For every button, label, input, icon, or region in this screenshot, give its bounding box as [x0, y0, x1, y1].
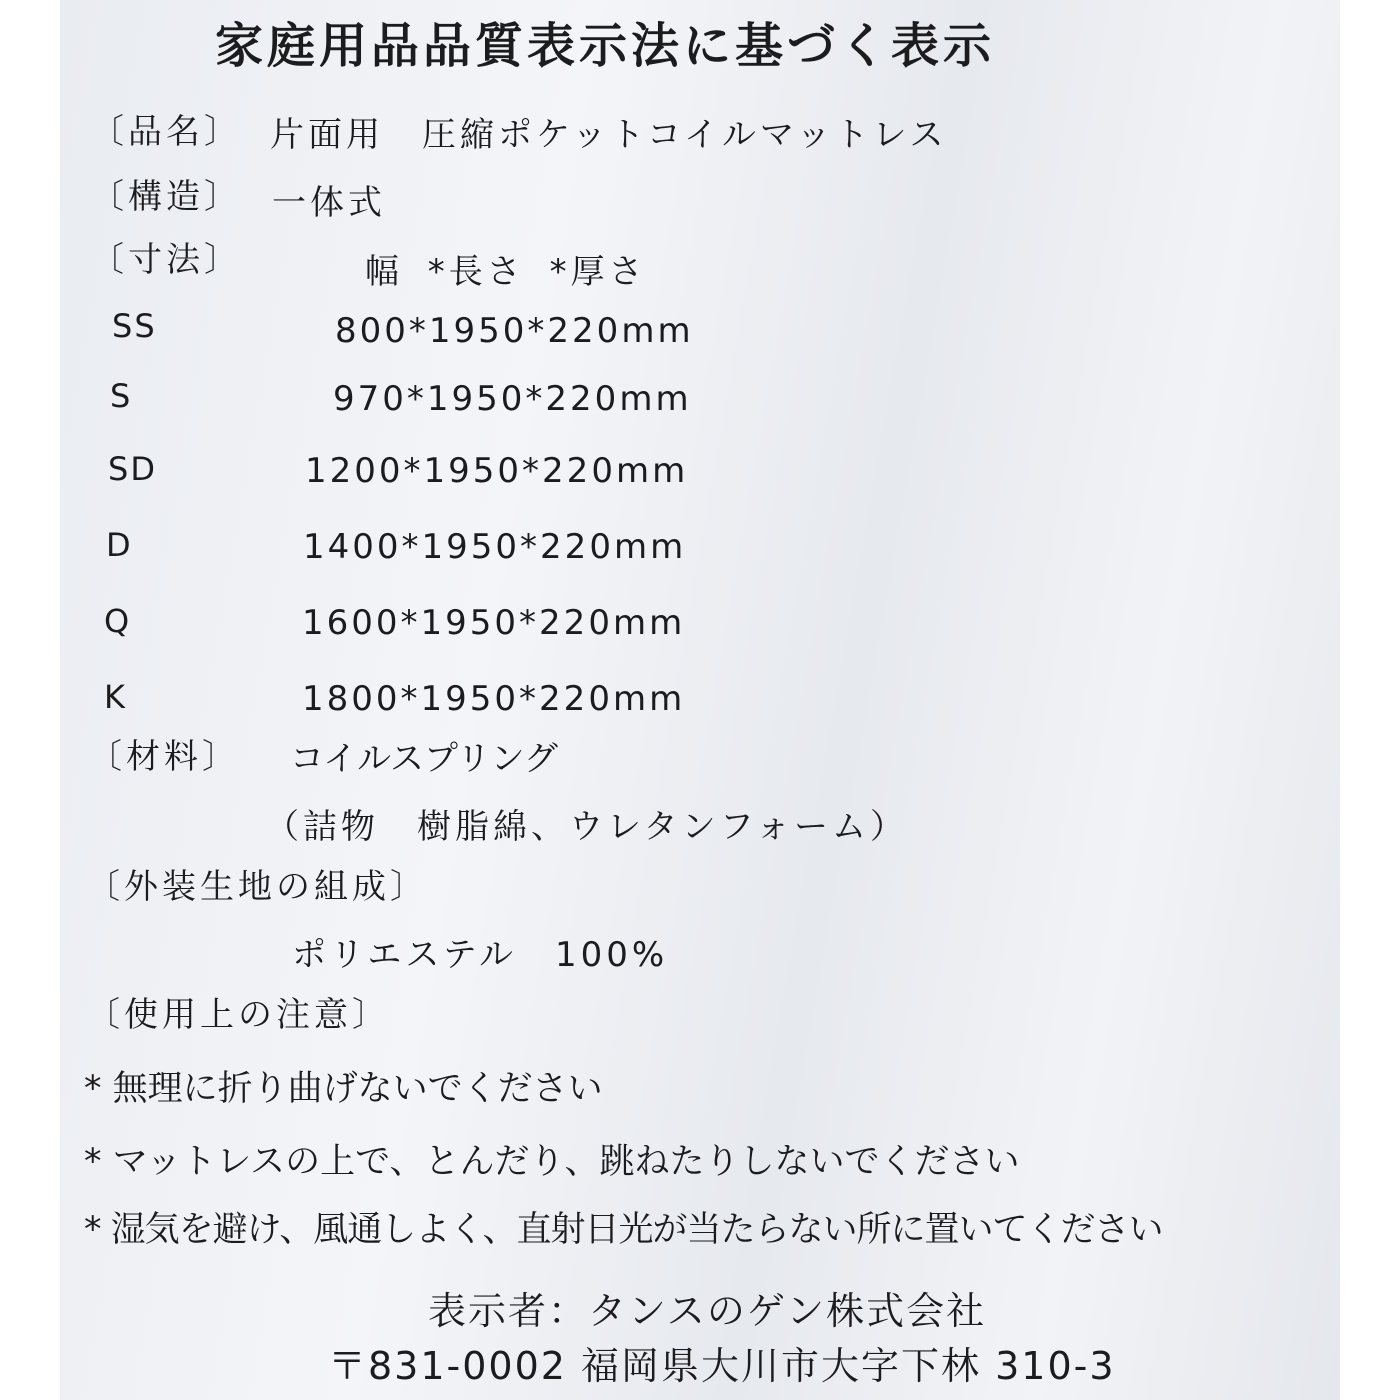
size-code: Q: [104, 602, 132, 640]
size-code: S: [110, 377, 133, 415]
fabric-value: ポリエステル 100%: [292, 935, 669, 975]
material-value: コイルスプリング: [290, 739, 558, 779]
size-dimensions: 970*1950*220mm: [333, 379, 692, 419]
size-dimensions: 1400*1950*220mm: [303, 527, 687, 567]
structure-value: 一体式: [272, 183, 386, 223]
structure-label: 〔構造〕: [90, 177, 242, 217]
size-dimensions: 1200*1950*220mm: [305, 451, 689, 491]
caution-item: * 湿気を避け、風通しよく、直射日光が当たらない所に置いてください: [84, 1210, 1163, 1250]
size-code: SS: [112, 307, 157, 345]
page-title: 家庭用品品質表示法に基づく表示: [215, 18, 996, 74]
caution-item: * マットレスの上で、とんだり、跳ねたりしないでください: [84, 1142, 1020, 1182]
material-filling: （詰物 樹脂綿、ウレタンフォーム）: [265, 807, 908, 847]
fabric-label: 〔外装生地の組成〕: [86, 867, 428, 907]
size-code: SD: [108, 450, 157, 488]
quality-label-sheet: [60, 0, 1340, 1400]
size-code: D: [106, 526, 133, 564]
size-dimensions: 800*1950*220mm: [335, 311, 694, 351]
size-code: K: [104, 678, 127, 716]
cautions-label: 〔使用上の注意〕: [86, 995, 390, 1035]
dimensions-header: 幅 *長さ *厚さ: [365, 252, 647, 292]
size-dimensions: 1600*1950*220mm: [302, 603, 686, 643]
labeler-name: 表示者：タンスのゲン株式会社: [428, 1289, 987, 1333]
size-dimensions: 1800*1950*220mm: [302, 679, 686, 719]
item-name-value: 片面用 圧縮ポケットコイルマットレス: [270, 115, 948, 155]
material-label: 〔材料〕: [88, 737, 240, 777]
labeler-address: 〒831-0002 福岡県大川市大字下林 310-3: [328, 1344, 1116, 1388]
caution-item: * 無理に折り曲げないでください: [84, 1069, 603, 1109]
item-name-label: 〔品名〕: [90, 112, 242, 152]
dimensions-label: 〔寸法〕: [90, 240, 242, 280]
